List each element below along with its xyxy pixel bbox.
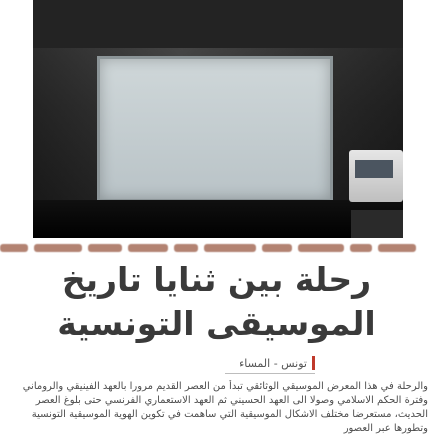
meta-label: تونس - المساء	[239, 356, 307, 370]
meta-accent-bar	[312, 356, 315, 370]
body-line: الحديث، مستعرضا مختلف الاشكال الموسيقية التي ساهمت في تكوين الهوية الموسيقية التونسية	[31, 409, 428, 420]
photo-device-screen	[355, 160, 393, 178]
article-body	[6, 380, 428, 445]
meta-divider	[225, 373, 315, 374]
article-meta	[239, 354, 315, 372]
headline-line-1: رحلة بين ثنايا تاريخ	[61, 260, 372, 299]
body-line: وفترة الحكم الاسلامي وصولا الى العهد الحسيني ثم العهد الاستعماري الفرنسي حتى بلوغ العصر	[35, 395, 428, 406]
photo-ceiling	[33, 0, 403, 48]
body-line: وتطورها عبر العصور	[343, 423, 428, 434]
photo-whiteboard	[97, 56, 333, 202]
headline-line-2: الموسيقى التونسية	[57, 304, 376, 343]
body-line: والرحلة في هذا المعرض الموسيقي الوثائقي تبدأ من العصر القديم مرورا بالعهد الفينيقي والروماني	[22, 381, 428, 392]
blurred-caption	[0, 242, 433, 254]
photo-panel	[351, 210, 403, 238]
article-photo	[33, 0, 403, 238]
photo-shelf	[33, 200, 403, 238]
